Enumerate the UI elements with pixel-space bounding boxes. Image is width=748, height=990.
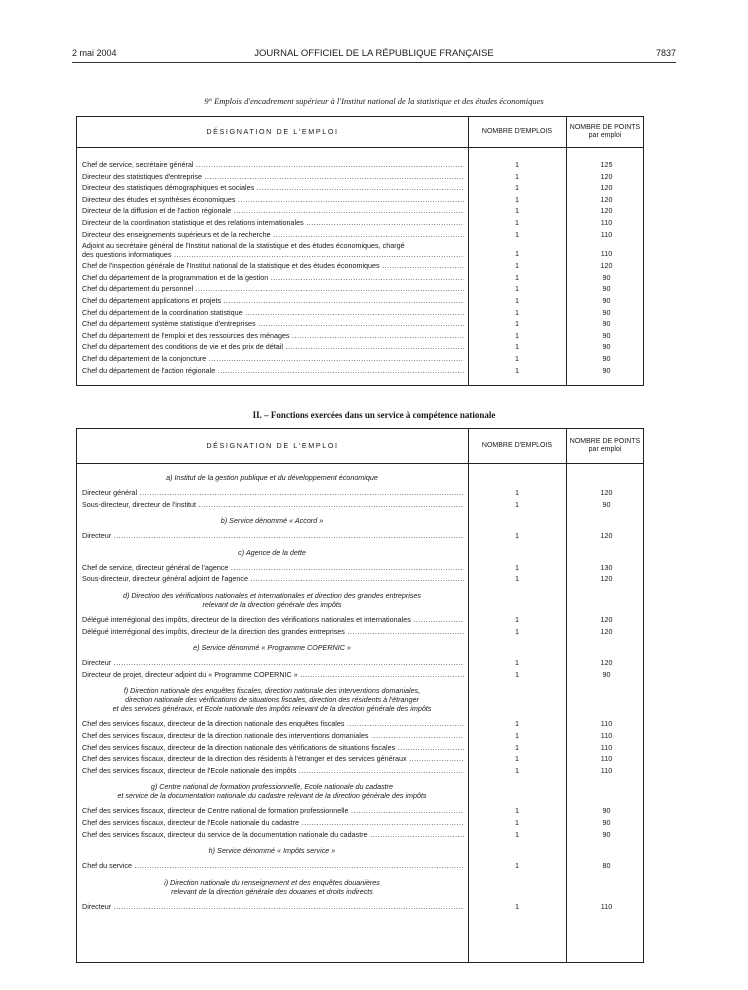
table-competence-nationale	[76, 428, 644, 963]
row-designation: Directeur des études et synthèses économiques .....	[82, 194, 464, 206]
table-row	[77, 742, 643, 754]
row-nombre: 1	[515, 171, 519, 181]
row-nombre: 1	[515, 765, 519, 775]
table1-body	[77, 159, 643, 376]
row-points: 90	[602, 284, 611, 294]
section-heading-line: g) Centre national de formation professionnelle, Ecole nationale du cadastre	[150, 782, 394, 792]
row-designation: Directeur .....	[82, 657, 464, 669]
section-heading-line: relevant de la direction générale des douanes et droits indirects	[171, 886, 373, 896]
row-designation: Directeur des statistiques d'entreprise .....	[82, 171, 464, 183]
row-designation: Délégué interrégional des impôts, directeur de la direction des grandes entreprises .....	[82, 626, 464, 638]
row-designation: Chef de service, secrétaire général .....	[82, 159, 464, 171]
table-row	[77, 614, 643, 626]
table-row	[77, 657, 643, 669]
table-row	[77, 626, 643, 638]
table-row	[77, 901, 643, 913]
row-nombre: 1	[515, 669, 519, 679]
row-points: 120	[600, 531, 613, 541]
header-nombre: NOMBRE D'EMPLOIS	[481, 442, 553, 449]
row-points: 110	[600, 901, 613, 911]
row-points: 110	[600, 719, 613, 729]
table-row	[77, 229, 643, 241]
table-row	[77, 499, 643, 511]
row-points: 110	[600, 249, 613, 259]
row-nombre: 1	[515, 488, 519, 497]
row-points: 90	[602, 806, 611, 816]
row-designation: Chef du département de l'emploi et des ressources des ménages .....	[82, 330, 464, 342]
table-row	[77, 669, 643, 681]
row-nombre: 1	[515, 365, 519, 375]
issue-date: 2 mai 2004	[72, 48, 117, 58]
table-row	[77, 718, 643, 730]
table-row	[77, 307, 643, 319]
row-nombre: 1	[515, 901, 519, 911]
row-nombre: 1	[515, 307, 519, 317]
row-designation: Sous-directeur, directeur général adjoint de l'agence .....	[82, 573, 464, 585]
row-designation: Chef du département des conditions de vie et des prix de détail .....	[82, 341, 464, 353]
row-points: 90	[602, 295, 611, 305]
table-row	[77, 817, 643, 829]
section-heading-line: c) Agence de la dette	[238, 547, 306, 557]
row-designation: Chef du département de la programmation et de la gestion .....	[82, 272, 464, 284]
header-designation: DÉSIGNATION DE L'EMPLOI	[206, 441, 339, 450]
row-designation: Directeur .....	[82, 901, 464, 913]
row-designation: Chef du département système statistique d'entreprises .....	[82, 318, 464, 330]
row-designation-line: des questions informatiques .....	[82, 250, 464, 259]
section-heading-line: d) Direction des vérifications nationales et internationales et direction des grandes entreprises	[122, 590, 422, 600]
row-designation: Chef du département de la coordination statistique .....	[82, 307, 464, 319]
table-row	[77, 182, 643, 194]
row-nombre: 1	[515, 754, 519, 764]
row-points: 90	[602, 342, 611, 352]
section-heading	[77, 680, 467, 718]
table-row	[77, 765, 643, 777]
section-heading-line: direction nationale des vérifications de situations fiscales, direction des résidents à l'étranger	[125, 695, 419, 705]
row-designation: Chef des services fiscaux, directeur de l'Ecole nationale du cadastre .....	[82, 817, 464, 829]
section-heading	[77, 840, 467, 860]
table-row	[77, 171, 643, 183]
header-designation: DÉSIGNATION DE L'EMPLOI	[206, 127, 339, 136]
row-nombre: 1	[515, 353, 519, 363]
row-designation: Délégué interrégional des impôts, directeur de la direction des vérifications nationales et internationales .....	[82, 614, 464, 626]
table-row	[77, 730, 643, 742]
table-row	[77, 295, 643, 307]
row-points: 90	[602, 272, 611, 282]
row-nombre: 1	[515, 217, 519, 227]
header-points-line1: NOMBRE DE POINTS	[569, 124, 641, 131]
row-points: 90	[602, 307, 611, 317]
row-nombre: 1	[515, 574, 519, 584]
row-points: 120	[600, 194, 613, 204]
table-row	[77, 194, 643, 206]
page-number: 7837	[655, 48, 676, 58]
header-nombre: NOMBRE D'EMPLOIS	[481, 128, 553, 135]
row-designation: Chef du département applications et projets .....	[82, 295, 464, 307]
row-points: 90	[602, 330, 611, 340]
row-points: 90	[602, 829, 611, 839]
row-nombre: 1	[515, 272, 519, 282]
section-heading	[77, 637, 467, 657]
section-heading	[77, 510, 467, 530]
row-nombre: 1	[515, 817, 519, 827]
row-points: 90	[602, 817, 611, 827]
row-points: 110	[600, 730, 613, 740]
row-designation: Directeur des statistiques démographiques et sociales .....	[82, 182, 464, 194]
table1-title: 9° Emplois d'encadrement supérieur à l'Institut national de la statistique et des études économiques	[204, 96, 544, 106]
table-row	[77, 365, 643, 377]
section-heading-line: e) Service dénommé « Programme COPERNIC »	[193, 643, 351, 653]
row-points: 120	[600, 183, 613, 193]
row-points: 120	[600, 261, 613, 271]
section-heading-line: i) Direction nationale du renseignement et des enquêtes douanières	[164, 877, 380, 887]
row-nombre: 1	[515, 160, 519, 169]
table-row	[77, 829, 643, 841]
row-points: 110	[600, 765, 613, 775]
row-nombre: 1	[515, 719, 519, 729]
row-designation: Directeur .....	[82, 530, 464, 542]
table2-body	[77, 467, 643, 912]
row-points: 90	[602, 319, 611, 329]
table-row	[77, 860, 643, 872]
row-nombre: 1	[515, 284, 519, 294]
row-points: 130	[600, 562, 613, 572]
header-points-line1: NOMBRE DE POINTS	[569, 438, 641, 445]
table-row	[77, 330, 643, 342]
row-points: 110	[600, 754, 613, 764]
section-heading	[77, 542, 467, 562]
table-row	[77, 159, 643, 171]
row-designation: Directeur de projet, directeur adjoint du « Programme COPERNIC » .....	[82, 669, 464, 681]
row-nombre: 1	[515, 531, 519, 541]
table-row	[77, 260, 643, 272]
table-row	[77, 353, 643, 365]
table-row	[77, 530, 643, 542]
row-designation: Chef du département du personnel .....	[82, 283, 464, 295]
table-row	[77, 487, 643, 499]
section-heading	[77, 585, 467, 614]
row-nombre: 1	[515, 499, 519, 509]
row-nombre: 1	[515, 261, 519, 271]
row-designation: Chef des services fiscaux, directeur de la direction nationale des interventions domaniales .....	[82, 730, 464, 742]
section-heading-line: h) Service dénommé « Impôts service »	[208, 846, 336, 856]
section-heading-line: a) Institut de la gestion publique et du développement économique	[166, 473, 378, 482]
row-nombre: 1	[515, 562, 519, 572]
section-heading-line: et service de la documentation nationale du cadastre relevant de la direction générale des impôts	[117, 791, 427, 801]
row-points: 125	[600, 160, 613, 169]
table-row	[77, 272, 643, 284]
table-row	[77, 562, 643, 574]
row-designation: Chef des services fiscaux, directeur de la direction nationale des vérifications de situations fiscales .....	[82, 742, 464, 754]
row-designation: Chef du service .....	[82, 860, 464, 872]
table-encadrement-insee	[76, 116, 644, 386]
row-designation-line: Adjoint au secrétaire général de l'Institut national de la statistique et des études économiques, chargé	[82, 241, 405, 251]
table-row	[77, 753, 643, 765]
row-designation: Chef des services fiscaux, directeur de la direction des résidents à l'étranger et des services généraux .....	[82, 753, 464, 765]
row-nombre: 1	[515, 614, 519, 624]
section-heading-line: f) Direction nationale des enquêtes fiscales, direction nationale des interventions domaniales,	[123, 686, 421, 696]
page-header	[72, 46, 676, 62]
row-nombre: 1	[515, 229, 519, 239]
row-points: 120	[600, 614, 613, 624]
row-points: 90	[602, 365, 611, 375]
table-row	[77, 205, 643, 217]
table-row	[77, 573, 643, 585]
row-designation: Chef de l'inspection générale de l'Institut national de la statistique et des études économiques .....	[82, 260, 464, 272]
row-points: 90	[602, 499, 611, 509]
table-row	[77, 805, 643, 817]
section-heading-line: et des services généraux, et Ecole nationale des impôts relevant de la direction générale des impôts	[112, 704, 432, 714]
row-nombre: 1	[515, 806, 519, 816]
table-row	[77, 341, 643, 353]
row-points: 80	[602, 861, 611, 871]
row-designation: Directeur de la coordination statistique et des relations internationales .....	[82, 217, 464, 229]
table-header-row	[77, 429, 643, 464]
row-nombre: 1	[515, 295, 519, 305]
journal-title: JOURNAL OFFICIEL DE LA RÉPUBLIQUE FRANÇAISE	[254, 48, 494, 59]
row-points: 120	[600, 171, 613, 181]
row-designation: Chef de service, directeur général de l'agence .....	[82, 562, 464, 574]
row-points: 120	[600, 626, 613, 636]
row-nombre: 1	[515, 330, 519, 340]
row-designation: Chef des services fiscaux, directeur du service de la documentation nationale du cadastre .....	[82, 829, 464, 841]
row-designation: Sous-directeur, directeur de l'institut .....	[82, 499, 464, 511]
row-designation	[82, 241, 464, 259]
row-points: 120	[600, 658, 613, 668]
row-points: 110	[600, 742, 613, 752]
row-points: 120	[600, 574, 613, 584]
row-designation: Chef des services fiscaux, directeur de la direction nationale des enquêtes fiscales .....	[82, 718, 464, 730]
row-nombre: 1	[515, 742, 519, 752]
row-points: 120	[600, 206, 613, 216]
table-header-row	[77, 117, 643, 148]
row-designation: Chef des services fiscaux, directeur de l'Ecole nationale des impôts .....	[82, 765, 464, 777]
section-heading	[77, 872, 467, 901]
header-points-line2: par emploi	[588, 132, 622, 139]
row-nombre: 1	[515, 658, 519, 668]
header-points	[566, 117, 644, 147]
table-row	[77, 217, 643, 229]
row-points: 90	[602, 353, 611, 363]
section-heading	[77, 776, 467, 805]
header-points-line2: par emploi	[588, 446, 622, 453]
row-nombre: 1	[515, 861, 519, 871]
header-rule	[72, 62, 676, 63]
row-points: 110	[600, 229, 613, 239]
row-nombre: 1	[515, 206, 519, 216]
row-nombre: 1	[515, 730, 519, 740]
row-designation: Directeur général .....	[82, 487, 464, 499]
table-row	[77, 240, 643, 260]
row-nombre: 1	[515, 342, 519, 352]
row-designation: Chef du département de la conjoncture .....	[82, 353, 464, 365]
section-heading	[77, 467, 467, 487]
table-row	[77, 283, 643, 295]
row-nombre: 1	[515, 626, 519, 636]
row-designation: Directeur de la diffusion et de l'action régionale .....	[82, 205, 464, 217]
table2-title: II. – Fonctions exercées dans un service à compétence nationale	[252, 410, 496, 420]
row-points: 120	[600, 488, 613, 497]
row-points: 90	[602, 669, 611, 679]
row-designation: Directeur des enseignements supérieurs et de la recherche .....	[82, 229, 464, 241]
row-nombre: 1	[515, 319, 519, 329]
row-nombre: 1	[515, 829, 519, 839]
row-nombre: 1	[515, 249, 519, 259]
section-heading-line: relevant de la direction générale des impôts	[202, 599, 342, 609]
row-nombre: 1	[515, 194, 519, 204]
table-row	[77, 318, 643, 330]
row-designation: Chef des services fiscaux, directeur de Centre national de formation professionnelle .....	[82, 805, 464, 817]
row-designation: Chef du département de l'action régionale .....	[82, 365, 464, 377]
row-nombre: 1	[515, 183, 519, 193]
row-points: 110	[600, 217, 613, 227]
header-points	[566, 429, 644, 463]
section-heading-line: b) Service dénommé « Accord »	[220, 516, 324, 526]
